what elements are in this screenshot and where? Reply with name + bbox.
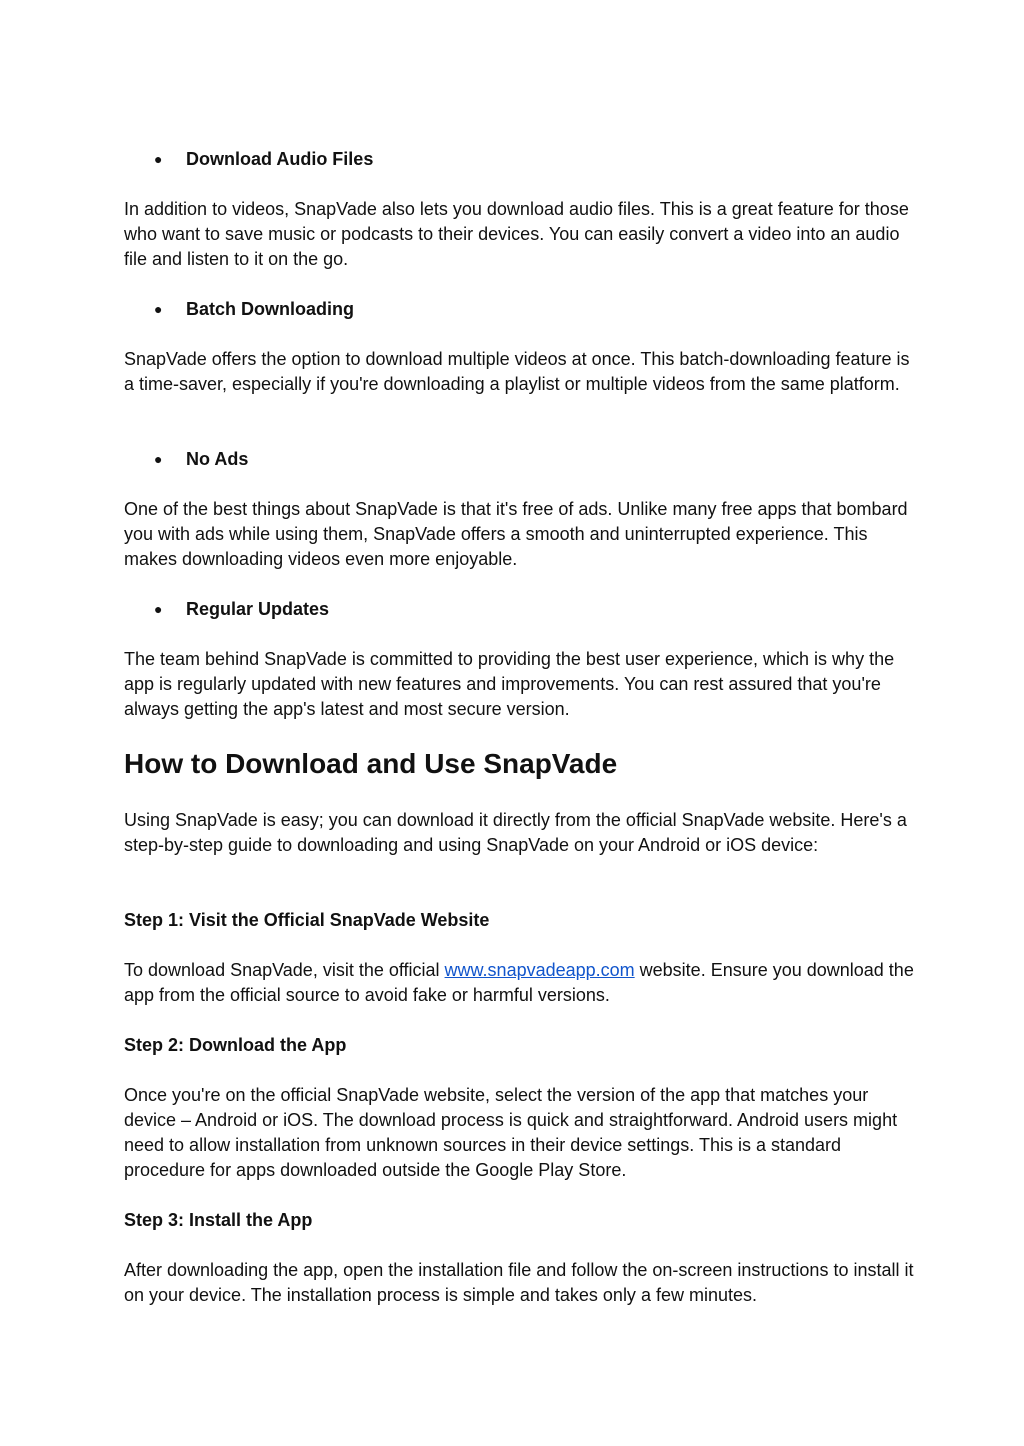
feature-heading-label: No Ads bbox=[186, 449, 249, 469]
step-2-title: Step 2: Download the App bbox=[124, 1035, 347, 1055]
step-2-body: Once you're on the official SnapVade website, select the version of the app that matches your device – Android or iOS. The download process is quick and straightforward. Android users might need to allow installation from unknown sources in their device settings. This is a standard procedure for apps downloaded outside the Google Play Store. bbox=[124, 1085, 898, 1180]
feature-heading-updates bbox=[154, 597, 329, 622]
bullet-icon: ● bbox=[154, 451, 163, 467]
step-1-body-after: website. Ensure you download the app from the official source to avoid fake or harmful versions. bbox=[124, 960, 914, 1005]
section-intro: Using SnapVade is easy; you can download it directly from the official SnapVade website. Here's a step-by-step guide to downloading and using SnapVade on your Android or iOS device: bbox=[124, 810, 907, 855]
step-3-title: Step 3: Install the App bbox=[124, 1210, 313, 1230]
bullet-icon: ● bbox=[154, 601, 163, 617]
step-1-title: Step 1: Visit the Official SnapVade Website bbox=[124, 910, 490, 930]
feature-body-audio: In addition to videos, SnapVade also lets you download audio files. This is a great feature for those who want to save music or podcasts to their devices. You can easily convert a video into an audio file and listen to it on the go. bbox=[124, 199, 909, 269]
feature-body-no-ads: One of the best things about SnapVade is that it's free of ads. Unlike many free apps that bombard you with ads while using them, SnapVade offers a smooth and uninterrupted experience. This makes downloading videos even more enjoyable. bbox=[124, 499, 908, 569]
step-1-body-before: To download SnapVade, visit the official bbox=[124, 960, 445, 980]
feature-heading-label: Batch Downloading bbox=[186, 299, 354, 319]
bullet-icon: ● bbox=[154, 151, 163, 167]
feature-heading-no-ads bbox=[154, 447, 248, 472]
section-title: How to Download and Use SnapVade bbox=[124, 748, 618, 779]
step-1-body bbox=[124, 958, 914, 1008]
feature-heading-batch bbox=[154, 297, 354, 322]
feature-body-updates: The team behind SnapVade is committed to providing the best user experience, which is why the app is regularly updated with new features and improvements. You can rest assured that you're always getting the app's latest and most secure version. bbox=[124, 649, 895, 719]
feature-heading-label: Regular Updates bbox=[186, 599, 330, 619]
bullet-icon: ● bbox=[154, 301, 163, 317]
feature-body-batch: SnapVade offers the option to download multiple videos at once. This batch-downloading feature is a time-saver, especially if you're downloading a playlist or multiple videos from the same platform. bbox=[124, 349, 910, 394]
snapvade-website-link[interactable]: www.snapvadeapp.com bbox=[444, 960, 635, 980]
feature-heading-label: Download Audio Files bbox=[186, 149, 374, 169]
feature-heading-audio bbox=[154, 147, 373, 172]
step-3-body: After downloading the app, open the installation file and follow the on-screen instructions to install it on your device. The installation process is simple and takes only a few minutes. bbox=[124, 1260, 914, 1305]
